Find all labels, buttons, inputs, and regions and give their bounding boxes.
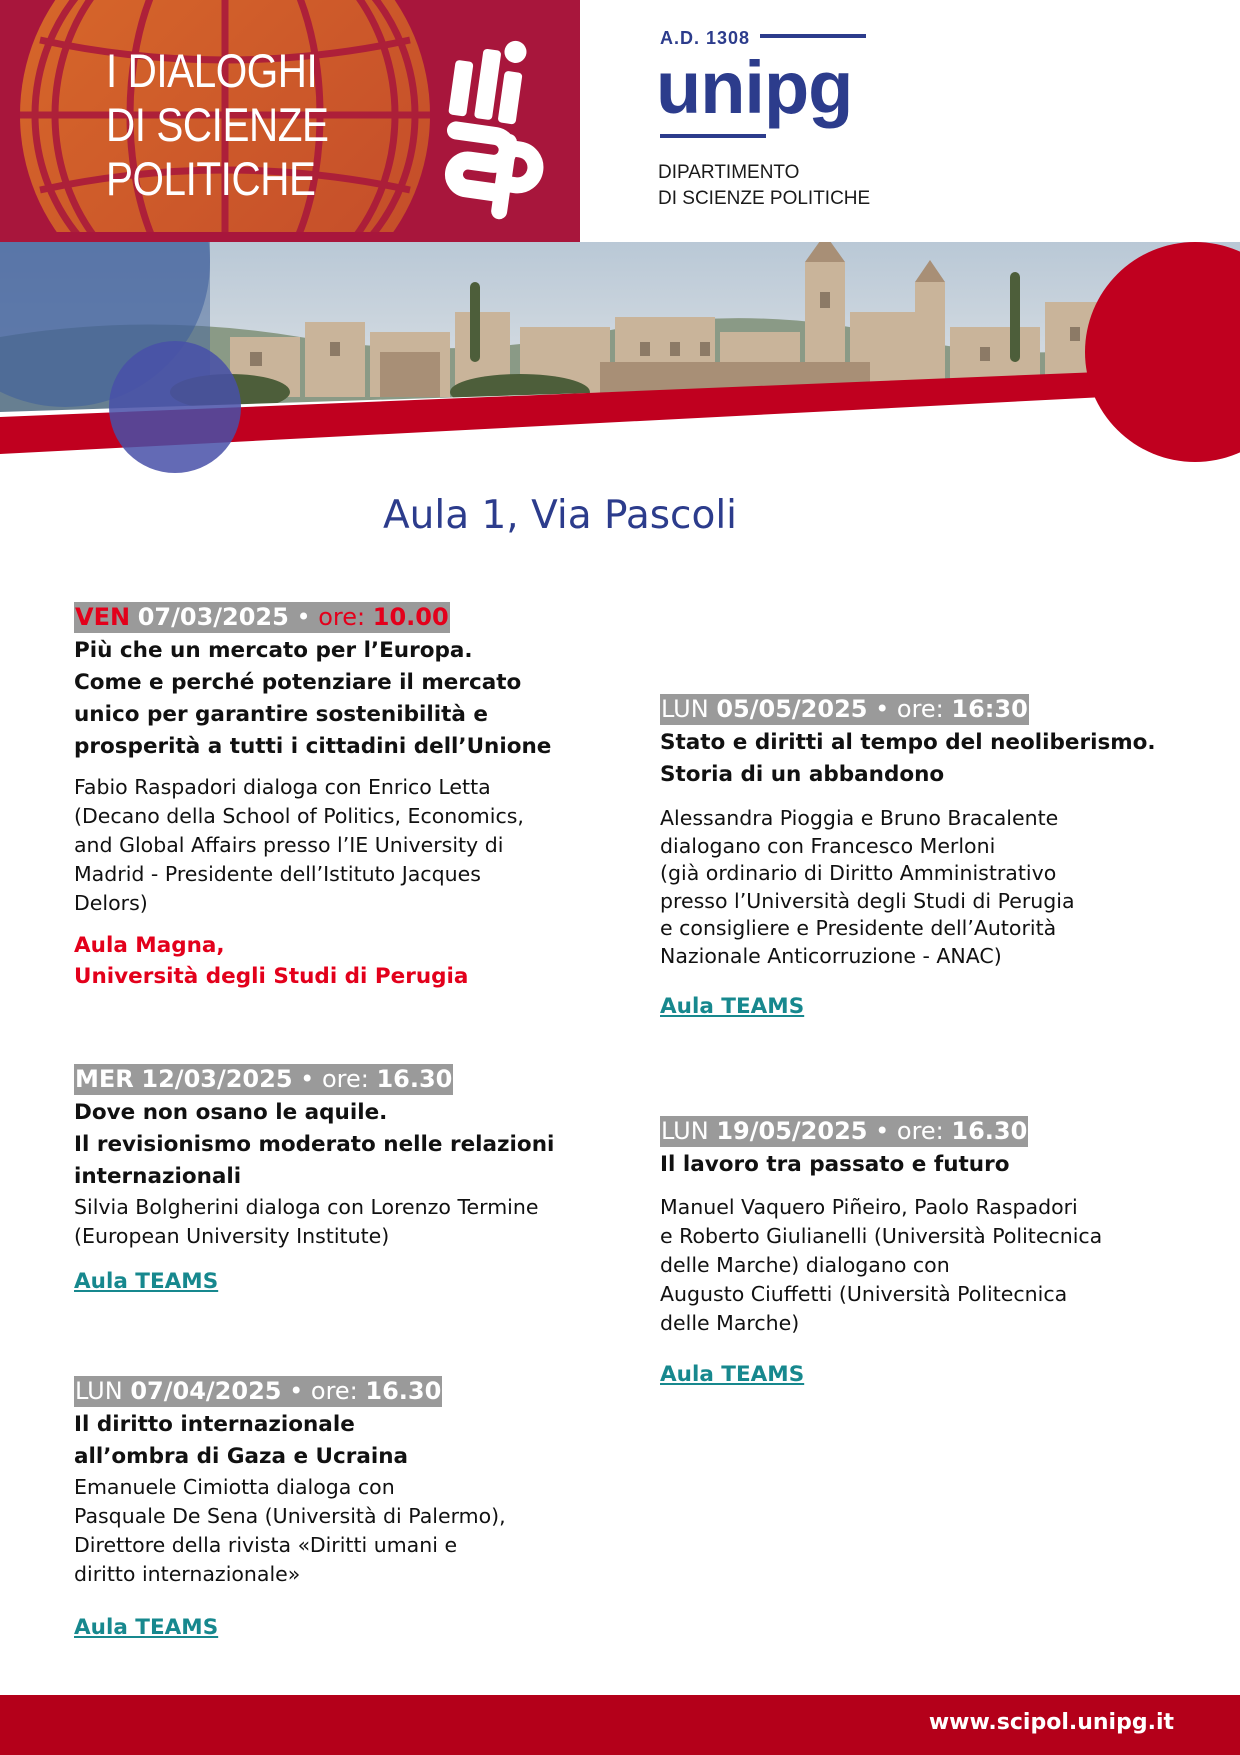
event-4-desc-line: presso l’Università degli Studi di Perugia (660, 888, 1075, 913)
event-3-desc-line: Direttore della rivista «Diritti umani e (74, 1533, 458, 1557)
event-5-description (660, 1193, 1220, 1338)
event-1-date (74, 602, 450, 633)
event-4-day: LUN (661, 695, 709, 723)
event-1-title-line: Più che un mercato per l’Europa. (74, 638, 473, 663)
event-4-title-line: Stato e diritti al tempo del neoliberismo. (660, 730, 1156, 755)
perugia-skyline-photo (0, 242, 1240, 512)
unipg-wordmark: unipg (656, 46, 853, 129)
event-5-title-line: Il lavoro tra passato e futuro (660, 1152, 1010, 1177)
title-line-2: DI SCIENZE (106, 98, 329, 151)
event-1-time: 10.00 (372, 603, 449, 631)
event-2-description (74, 1193, 614, 1251)
event-2-day: MER (75, 1065, 134, 1093)
event-2-title (74, 1097, 614, 1193)
event-5-separator: • (867, 1117, 897, 1145)
department-line-1: DIPARTIMENTO (658, 162, 800, 183)
event-4-time: 16:30 (951, 695, 1028, 723)
event-2-teams-link[interactable]: Aula TEAMS (74, 1269, 219, 1294)
logo-rule-bottom (660, 134, 766, 138)
event-1-location-line: Aula Magna, (74, 933, 225, 958)
event-1-location (74, 930, 614, 992)
event-4-ore-label: ore: (896, 695, 952, 723)
event-5-date (660, 1116, 1028, 1147)
event-5-day: LUN (661, 1117, 709, 1145)
event-2-desc-line: Silvia Bolgherini dialoga con Lorenzo Termine (74, 1195, 539, 1219)
event-2-title-line: internazionali (74, 1164, 242, 1189)
event-5 (660, 1116, 1220, 1387)
event-2-ore-label: ore: (321, 1065, 377, 1093)
event-4 (660, 694, 1220, 1019)
event-1-title (74, 635, 614, 763)
decor-circle-blue-small (109, 341, 241, 473)
event-3-time: 16.30 (365, 1377, 442, 1405)
event-4-separator: • (867, 695, 897, 723)
event-1-date-value: 07/03/2025 (137, 603, 289, 631)
event-3-desc-line: Pasquale De Sena (Università di Palermo), (74, 1504, 506, 1528)
event-4-teams-link[interactable]: Aula TEAMS (660, 994, 805, 1019)
event-4-date (660, 694, 1029, 725)
unipg-year: A.D. 1308 (660, 28, 751, 48)
event-3 (74, 1376, 614, 1640)
event-3-day: LUN (75, 1377, 123, 1405)
event-1-title-line: Come e perché potenziare il mercato (74, 670, 522, 695)
event-1-desc-line: (Decano della School of Politics, Economics, (74, 804, 524, 828)
event-5-desc-line: Manuel Vaquero Piñeiro, Paolo Raspadori (660, 1195, 1078, 1219)
event-2-desc-line: (European University Institute) (74, 1224, 390, 1248)
event-4-desc-line: e consigliere e Presidente dell’Autorità (660, 916, 1057, 940)
event-4-title-line: Storia di un abbandono (660, 762, 945, 787)
event-1-title-line: prosperità a tutti i cittadini dell’Unione (74, 734, 552, 759)
event-5-desc-line: e Roberto Giulianelli (Università Politecnica (660, 1224, 1103, 1248)
event-2-separator: • (292, 1065, 322, 1093)
footer-website-link[interactable]: www.scipol.unipg.it (928, 1710, 1174, 1735)
event-3-description (74, 1473, 614, 1589)
event-2-time: 16.30 (376, 1065, 453, 1093)
title-line-1: I DIALOGHI (106, 44, 318, 97)
event-3-date-value: 07/04/2025 (130, 1377, 282, 1405)
event-3-desc-line: diritto internazionale» (74, 1562, 301, 1586)
event-1-desc-line: Madrid - Presidente dell’Istituto Jacques (74, 862, 481, 886)
unipg-logo (658, 28, 918, 218)
event-1-separator: • (288, 603, 319, 631)
event-3-teams-link[interactable]: Aula TEAMS (74, 1615, 219, 1640)
event-2 (74, 1064, 614, 1294)
venue-heading: Aula 1, Via Pascoli (382, 493, 738, 538)
department-line-2: DI SCIENZE POLITICHE (658, 188, 871, 209)
event-3-title-line: all’ombra di Gaza e Ucraina (74, 1444, 409, 1469)
logo-rule-top (760, 34, 866, 38)
event-1-description (74, 773, 614, 918)
event-3-desc-line: Emanuele Cimiotta dialoga con (74, 1475, 395, 1499)
event-5-time: 16.30 (951, 1117, 1028, 1145)
event-5-teams-link[interactable]: Aula TEAMS (660, 1362, 805, 1387)
event-3-title (74, 1409, 614, 1473)
event-5-ore-label: ore: (896, 1117, 952, 1145)
event-1-desc-line: Fabio Raspadori dialoga con Enrico Letta (74, 775, 491, 799)
event-2-title-line: Il revisionismo moderato nelle relazioni (74, 1132, 555, 1157)
series-title-banner (0, 0, 580, 242)
event-3-ore-label: ore: (310, 1377, 366, 1405)
event-5-desc-line: delle Marche) dialogano con (660, 1253, 950, 1277)
event-1-ore-label: ore: (318, 603, 373, 631)
event-4-title (660, 727, 1220, 791)
event-5-desc-line: delle Marche) (660, 1311, 800, 1335)
event-1-location-line: Università degli Studi di Perugia (74, 964, 469, 989)
event-1-day: VEN (75, 603, 131, 631)
event-1-desc-line: and Global Affairs presso l’IE University di (74, 833, 504, 857)
event-4-desc-line: Nazionale Anticorruzione - ANAC) (660, 943, 1002, 968)
event-4-desc-line: (già ordinario di Diritto Amministrativo (660, 861, 1057, 885)
event-1 (74, 602, 614, 992)
event-3-separator: • (281, 1377, 311, 1405)
event-3-date (74, 1376, 442, 1407)
event-2-date (74, 1064, 453, 1095)
event-4-date-value: 05/05/2025 (716, 695, 868, 723)
event-5-title (660, 1149, 1220, 1181)
event-5-desc-line: Augusto Ciuffetti (Università Politecnica (660, 1282, 1068, 1306)
event-4-desc-line: Alessandra Pioggia e Bruno Bracalente (660, 806, 1059, 830)
event-1-desc-line: Delors) (74, 891, 148, 915)
title-line-3: POLITICHE (106, 152, 316, 205)
event-2-date-value: 12/03/2025 (141, 1065, 293, 1093)
event-4-description (660, 805, 1220, 970)
event-3-title-line: Il diritto internazionale (74, 1412, 355, 1437)
event-4-desc-line: dialogano con Francesco Merloni (660, 833, 996, 858)
event-1-title-line: unico per garantire sostenibilità e (74, 702, 488, 727)
event-2-title-line: Dove non osano le aquile. (74, 1100, 388, 1125)
event-5-date-value: 19/05/2025 (716, 1117, 868, 1145)
